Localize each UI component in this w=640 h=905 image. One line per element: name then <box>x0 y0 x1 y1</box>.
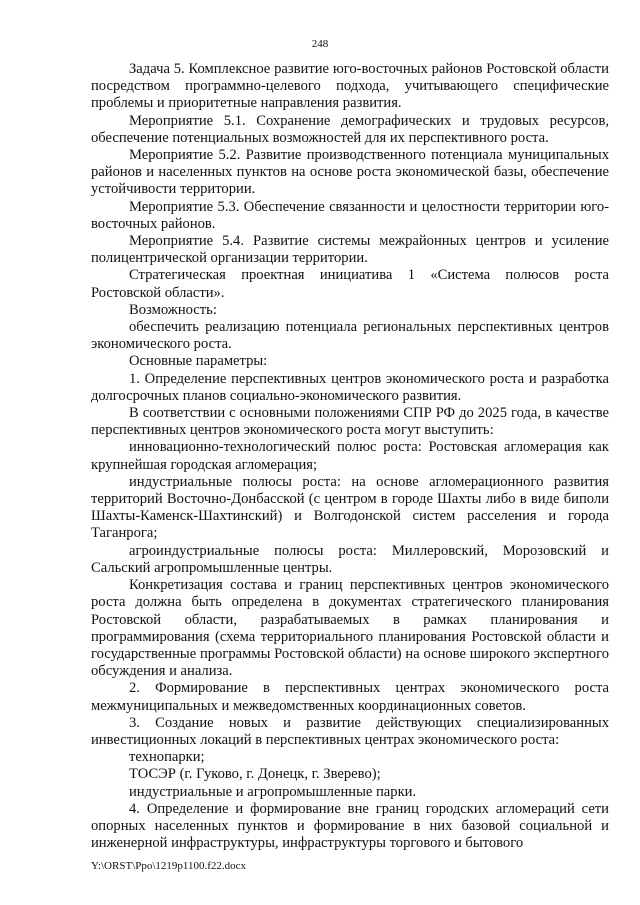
page-number: 248 <box>311 38 329 50</box>
paragraph: Возможность: <box>129 301 217 318</box>
paragraph: 4. Определение и формирование вне границ городских агломераций сети опорных населенных пунктов и формирование в них базовой социальной и инженерной инфраструктуры, инфраструктуры торгового и бытового <box>91 800 609 852</box>
paragraph: обеспечить реализацию потенциала региональных перспективных центров экономического роста. <box>91 319 609 353</box>
paragraph: 1. Определение перспективных центров экономического роста и разработка долгосрочных планов социально-экономического развития. <box>91 370 609 404</box>
paragraph: Конкретизация состава и границ перспективных центров экономического роста должна быть определена в документах стратегического планирования Ростовской области, разрабатываемых в рамках планирования и программирования (схема территориального планирования Ростовской области и государственные программы Ростовской области) на основе широкого экспертного обсуждения и анализа. <box>91 577 609 680</box>
paragraph: технопарки; <box>129 749 205 766</box>
paragraph: Основные параметры: <box>129 353 268 370</box>
paragraph: В соответствии с основными положениями СПР РФ до 2025 года, в качестве перспективных центров экономического роста могут выступить: <box>91 405 609 439</box>
footer-file-path: Y:\ORST\Ppo\1219p1100.f22.docx <box>91 860 247 872</box>
paragraph: Стратегическая проектная инициатива 1 «Система полюсов роста Ростовской области». <box>91 267 609 301</box>
paragraph: индустриальные и агропромышленные парки. <box>129 783 417 800</box>
paragraph: Мероприятие 5.3. Обеспечение связанности и целостности территории юго-восточных районов. <box>91 198 609 232</box>
paragraph: индустриальные полюсы роста: на основе агломерационного развития территорий Восточно-Донбасской (с центром в городе Шахты либо в виде биполи Шахты-Каменск-Шахтинский) и Волгодонской систем расселения и города Таганрога; <box>91 473 609 542</box>
paragraph: инновационно-технологический полюс роста: Ростовская агломерация как крупнейшая городская агломерация; <box>91 439 609 473</box>
paragraph: 2. Формирование в перспективных центрах экономического роста межмуниципальных и межведомственных координационных советов. <box>91 680 609 714</box>
paragraph: Мероприятие 5.2. Развитие производственного потенциала муниципальных районов и населенных пунктов на основе роста экономической базы, обеспечение устойчивости территории. <box>91 147 609 198</box>
paragraph: Задача 5. Комплексное развитие юго-восточных районов Ростовской области посредством программно-целевого подхода, учитывающего специфические проблемы и приоритетные направления развития. <box>91 61 609 112</box>
paragraph: Мероприятие 5.1. Сохранение демографических и трудовых ресурсов, обеспечение потенциальных возможностей для их перспективного роста. <box>91 112 609 146</box>
document-body <box>91 61 609 852</box>
paragraph: агроиндустриальные полюсы роста: Миллеровский, Морозовский и Сальский агропромышленные центры. <box>91 542 609 576</box>
paragraph: ТОСЭР (г. Гуково, г. Донецк, г. Зверево); <box>129 766 381 783</box>
paragraph: Мероприятие 5.4. Развитие системы межрайонных центров и усиление полицентрической организации территории. <box>91 233 609 267</box>
paragraph: 3. Создание новых и развитие действующих специализированных инвестиционных локаций в перспективных центрах экономического роста: <box>91 714 609 748</box>
